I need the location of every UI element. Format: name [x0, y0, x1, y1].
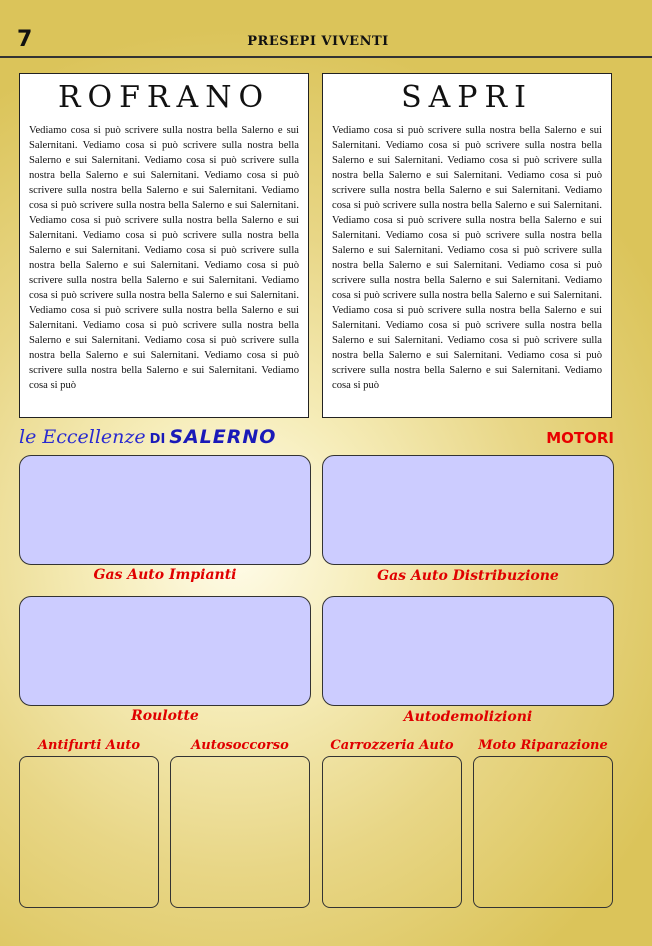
page-number: 7 — [17, 27, 33, 52]
article-sapri — [322, 73, 612, 418]
ad-caption: Autosoccorso — [191, 738, 289, 753]
eccellenze-salerno-logo: SALERNO — [169, 426, 277, 448]
running-title: PRESEPI VIVENTI — [247, 34, 389, 49]
ad-box-antifurti-auto[interactable] — [19, 756, 159, 908]
eccellenze-heading — [19, 426, 276, 450]
ad-box-moto-riparazione[interactable] — [473, 756, 613, 908]
ad-box-gas-auto-impianti[interactable] — [19, 455, 311, 565]
ad-box-autosoccorso[interactable] — [170, 756, 310, 908]
eccellenze-di: DI — [149, 432, 166, 447]
ad-caption: Gas Auto Distribuzione — [377, 568, 559, 584]
article-title: ROFRANO — [57, 80, 271, 115]
eccellenze-le: le Eccellenze — [19, 426, 146, 448]
ad-caption: Carrozzeria Auto — [330, 738, 454, 753]
ad-caption: Gas Auto Impianti — [93, 567, 237, 583]
article-rofrano — [19, 73, 309, 418]
article-body: Vediamo cosa si può scrivere sulla nostra bella Salerno e sui Salernitani. Vediamo cosa si può scrivere sulla nostra bella Salerno e sui Salernitani. Vediamo cosa si può scrivere sulla nostra bella Salerno e sui Salernitani. Vediamo cosa si può scrivere sulla nostra bella Salerno e sui Salernitani. Vediamo cosa si può scrivere sulla nostra bella Salerno e sui Salernitani. Vediamo cosa si può scrivere sulla nostra bella Salerno e sui Salernitani. Vediamo cosa si può scrivere sulla nostra bella Salerno e sui Salernitani. Vediamo cosa si può scrivere sulla nostra bella Salerno e sui Salernitani. Vediamo cosa si può scrivere sulla nostra bella Salerno e sui Salernitani. Vediamo cosa si può scrivere sulla nostra bella Salerno e sui Salernitani. Vediamo cosa si può scrivere sulla nostra bella Salerno e sui Salernitani. Vediamo cosa si può scrivere sulla nostra bella Salerno e sui Salernitani. Vediamo cosa si può scrivere sulla nostra bella Salerno e sui Salernitani. Vediamo cosa si può scrivere sulla nostra bella Salerno e sui Salernitani. Vediamo cosa si può — [29, 125, 299, 391]
ad-caption: Moto Riparazione — [478, 738, 608, 753]
ad-box-carrozzeria-auto[interactable] — [322, 756, 462, 908]
article-body: Vediamo cosa si può scrivere sulla nostra bella Salerno e sui Salernitani. Vediamo cosa si può scrivere sulla nostra bella Salerno e sui Salernitani. Vediamo cosa si può scrivere sulla nostra bella Salerno e sui Salernitani. Vediamo cosa si può scrivere sulla nostra bella Salerno e sui Salernitani. Vediamo cosa si può scrivere sulla nostra bella Salerno e sui Salernitani. Vediamo cosa si può scrivere sulla nostra bella Salerno e sui Salernitani. Vediamo cosa si può scrivere sulla nostra bella Salerno e sui Salernitani. Vediamo cosa si può scrivere sulla nostra bella Salerno e sui Salernitani. Vediamo cosa si può scrivere sulla nostra bella Salerno e sui Salernitani. Vediamo cosa si può scrivere sulla nostra bella Salerno e sui Salernitani. Vediamo cosa si può scrivere sulla nostra bella Salerno e sui Salernitani. Vediamo cosa si può scrivere sulla nostra bella Salerno e sui Salernitani. Vediamo cosa si può scrivere sulla nostra bella Salerno e sui Salernitani. Vediamo cosa si può scrivere sulla nostra bella Salerno e sui Salernitani. Vediamo cosa si può — [332, 125, 602, 391]
ad-box-autodemolizioni[interactable] — [322, 596, 614, 706]
ad-box-gas-auto-distribuzione[interactable] — [322, 455, 614, 565]
ad-caption: Autodemolizioni — [403, 709, 533, 725]
header-rule — [0, 56, 652, 58]
ad-box-roulotte[interactable] — [19, 596, 311, 706]
ad-caption: Antifurti Auto — [37, 738, 141, 753]
page-header — [0, 0, 652, 58]
ad-caption: Roulotte — [131, 708, 199, 724]
section-label-motori: MOTORI — [546, 429, 614, 447]
article-title: SAPRI — [401, 80, 533, 115]
